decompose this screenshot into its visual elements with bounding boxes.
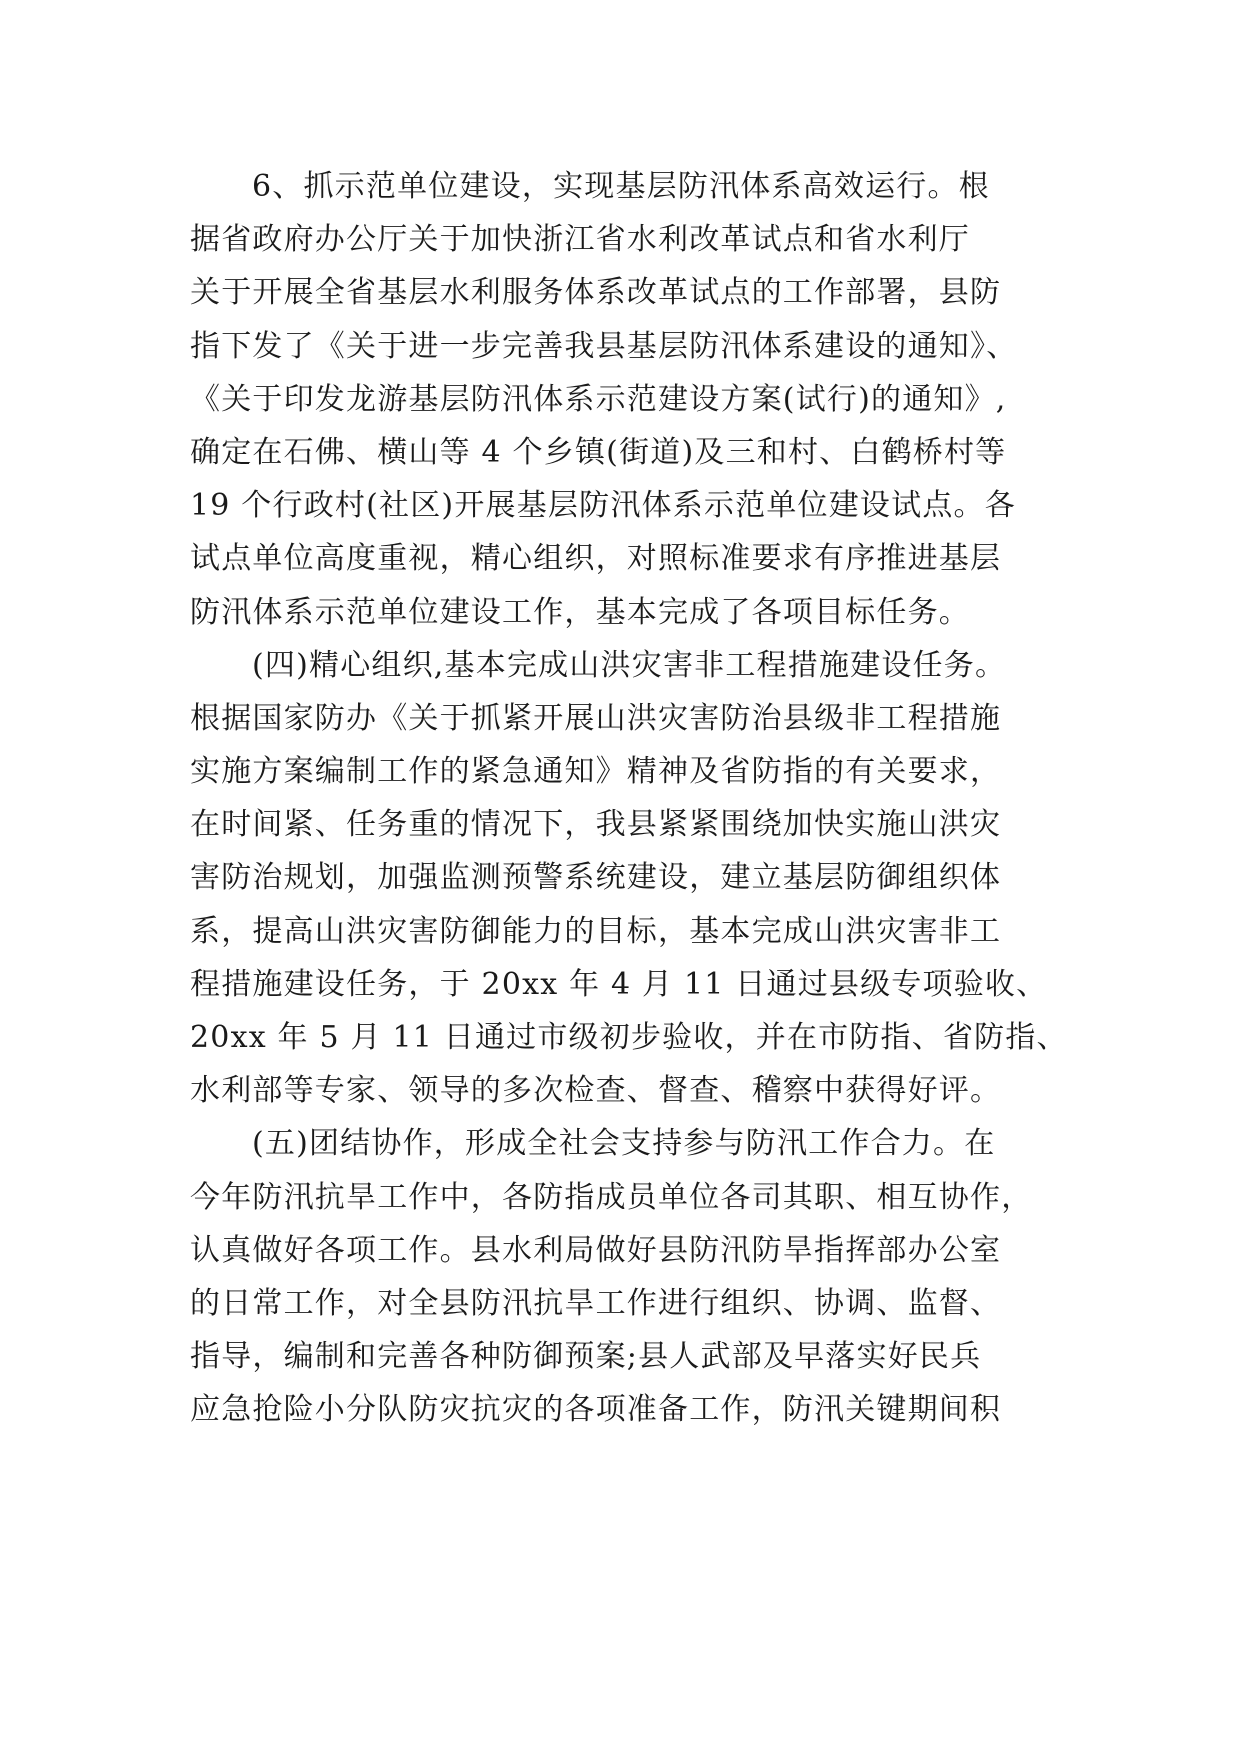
text-line: 《关于印发龙游基层防汛体系示范建设方案(试行)的通知》,: [190, 381, 1007, 417]
text-line: 系，提高山洪灾害防御能力的目标，基本完成山洪灾害非工: [190, 913, 1002, 949]
text-line: 在时间紧、任务重的情况下，我县紧紧围绕加快实施山洪灾: [190, 807, 1002, 843]
text-line: 今年防汛抗旱工作中，各防指成员单位各司其职、相互协作，: [190, 1179, 1033, 1215]
text-line: 根据国家防办《关于抓紧开展山洪灾害防治县级非工程措施: [190, 700, 1002, 736]
section-heading-line: (五)团结协作，形成全社会支持参与防汛工作合力。在: [252, 1126, 996, 1162]
text-line: 19 个行政村(社区)开展基层防汛体系示范单位建设试点。各: [190, 488, 1016, 524]
text-line: 指下发了《关于进一步完善我县基层防汛体系建设的通知》、: [190, 328, 1018, 364]
text-line: 水利部等专家、领导的多次检查、督查、稽察中获得好评。: [190, 1073, 1002, 1109]
text-line: 应急抢险小分队防灾抗灾的各项准备工作，防汛关键期间积: [190, 1392, 1002, 1428]
text-line: 认真做好各项工作。县水利局做好县防汛防旱指挥部办公室: [190, 1232, 1002, 1268]
section-heading-line: (四)精心组织,基本完成山洪灾害非工程措施建设任务。: [252, 647, 1007, 683]
text-line: 20xx 年 5 月 11 日通过市级初步验收，并在市防指、省防指、: [190, 1020, 1068, 1055]
text-line: 指导，编制和完善各种防御预案;县人武部及早落实好民兵: [190, 1339, 982, 1375]
text-line: 确定在石佛、横山等 4 个乡镇(街道)及三和村、白鹤桥村等: [190, 434, 1007, 470]
text-line: 害防治规划，加强监测预警系统建设，建立基层防御组织体: [190, 860, 1002, 896]
text-line: 关于开展全省基层水利服务体系改革试点的工作部署，县防: [190, 275, 1002, 311]
text-line: 据省政府办公厅关于加快浙江省水利改革试点和省水利厅: [190, 222, 970, 258]
text-line: 试点单位高度重视，精心组织，对照标准要求有序推进基层: [190, 541, 1002, 577]
text-line: 程措施建设任务，于 20xx 年 4 月 11 日通过县级专项验收、: [190, 966, 1048, 1002]
text-line: 防汛体系示范单位建设工作，基本完成了各项目标任务。: [190, 594, 970, 630]
text-line: 实施方案编制工作的紧急通知》精神及省防指的有关要求，: [190, 754, 1002, 790]
text-line: 6、抓示范单位建设，实现基层防汛体系高效运行。根: [252, 169, 990, 204]
document-body: [190, 160, 1068, 1437]
text-line: 的日常工作，对全县防汛抗旱工作进行组织、协调、监督、: [190, 1285, 1002, 1321]
